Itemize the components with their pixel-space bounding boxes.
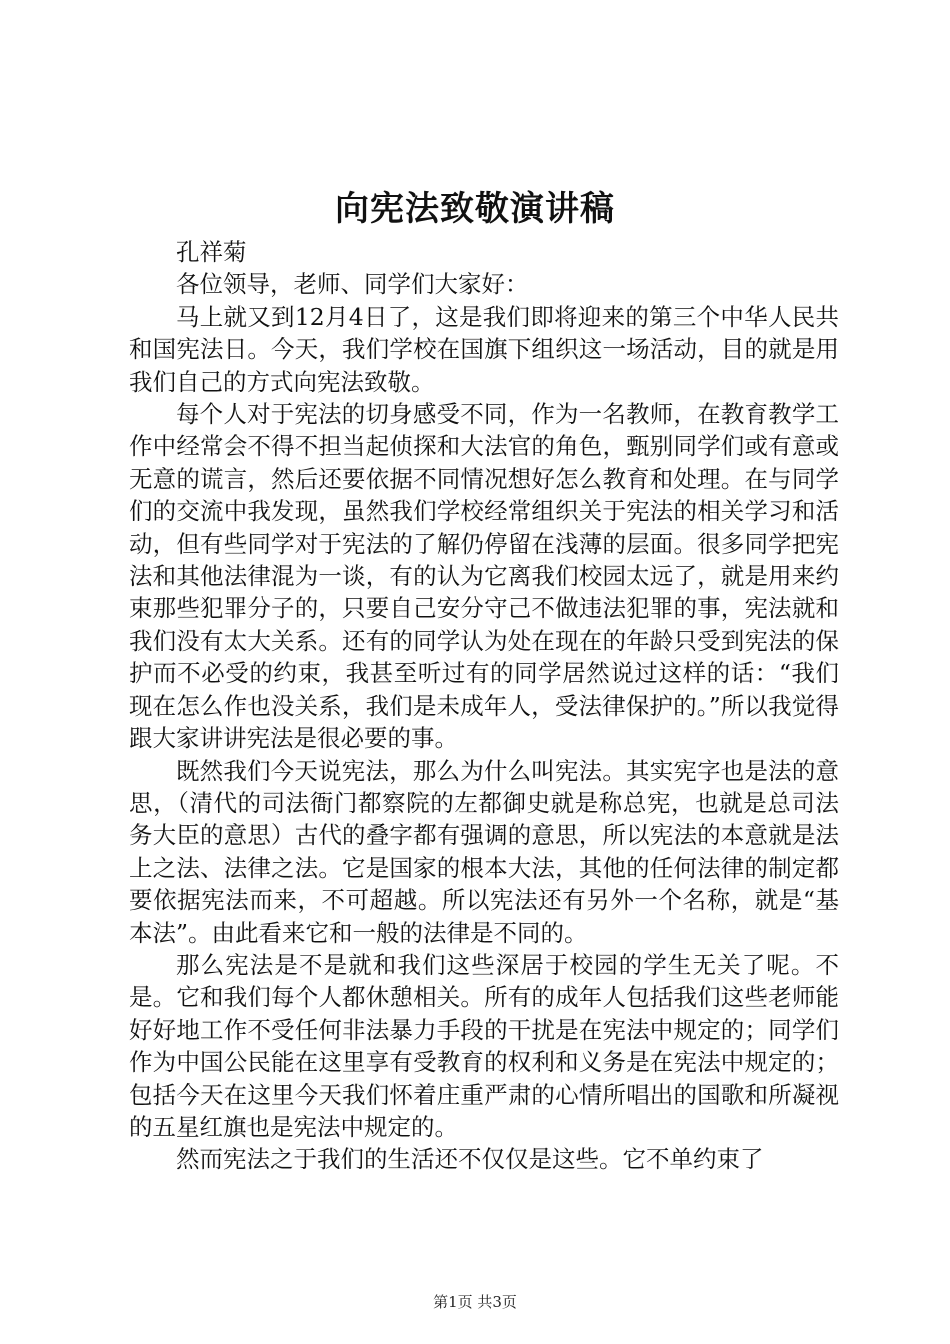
page-number-footer: 第1页 共3页 bbox=[433, 1293, 517, 1311]
author-line: 孔祥菊 bbox=[176, 238, 247, 266]
paragraph: 马上就又到12月4日了，这是我们即将迎来的第三个中华人民共和国宪法日。今天，我们学校在国旗下组织这一场活动，目的就是用我们自己的方式向宪法致敬。 bbox=[129, 302, 839, 396]
paragraph: 那么宪法是不是就和我们这些深居于校园的学生无关了呢。不是。它和我们每个人都休憩相关。所有的成年人包括我们这些老师能好好地工作不受任何非法暴力手段的干扰是在宪法中规定的；同学们作为中国公民能在这里享有受教育的权利和义务是在宪法中规定的；包括今天在这里今天我们怀着庄重严肃的心情所唱出的国歌和所凝视的五星红旗也是宪法中规定的。 bbox=[129, 950, 839, 1141]
paragraph: 每个人对于宪法的切身感受不同，作为一名教师，在教育教学工作中经常会不得不担当起侦探和大法官的角色，甄别同学们或有意或无意的谎言，然后还要依据不同情况想好怎么教育和处理。在与同学们的交流中我发现，虽然我们学校经常组织关于宪法的相关学习和活动，但有些同学对于宪法的了解仍停留在浅薄的层面。很多同学把宪法和其他法律混为一谈，有的认为它离我们校园太远了，就是用来约束那些犯罪分子的，只要自己安分守己不做违法犯罪的事，宪法就和我们没有太大关系。还有的同学认为处在现在的年龄只受到宪法的保护而不必受的约束，我甚至听过有的同学居然说过这样的话：“我们现在怎么作也没关系，我们是未成年人，受法律保护的。”所以我觉得跟大家讲讲宪法是很必要的事。 bbox=[129, 400, 839, 753]
document-title: 向宪法致敬演讲稿 bbox=[335, 189, 615, 229]
greeting-line: 各位领导，老师、同学们大家好： bbox=[176, 270, 529, 299]
document-body bbox=[129, 236, 839, 1176]
paragraph: 然而宪法之于我们的生活还不仅仅是这些。它不单约束了 bbox=[176, 1145, 764, 1174]
paragraph: 既然我们今天说宪法，那么为什么叫宪法。其实宪字也是法的意思，（清代的司法衙门都察院的左都御史就是称总宪，也就是总司法务大臣的意思）古代的叠字都有强调的意思，所以宪法的本意就是法上之法、法律之法。它是国家的根本大法，其他的任何法律的制定都要依据宪法而来，不可超越。所以宪法还有另外一个名称，就是“基本法”。由此看来它和一般的法律是不同的。 bbox=[129, 756, 839, 947]
